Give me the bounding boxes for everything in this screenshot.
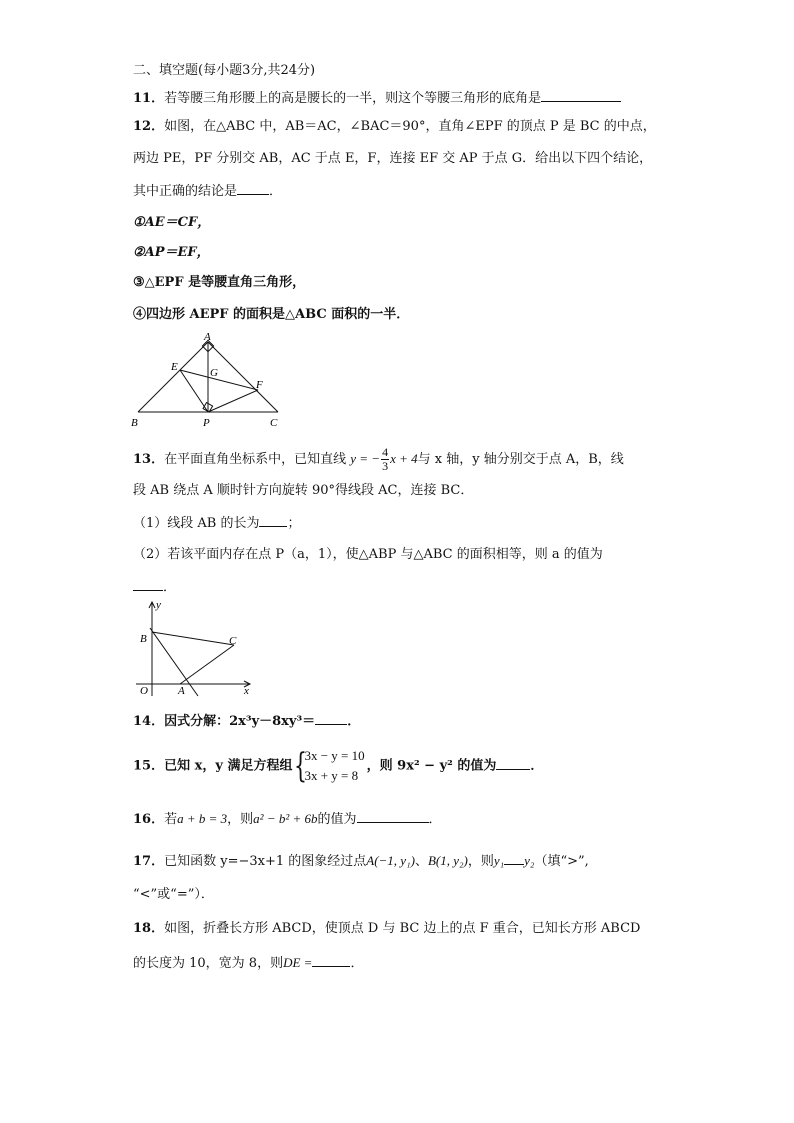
- question-14: 14．因式分解：2x³y－8xy³＝ ．: [133, 714, 361, 729]
- question-number: 15．: [133, 758, 165, 774]
- label-G: G: [210, 367, 218, 379]
- question-text: 在平面直角坐标系中，已知直线: [164, 452, 347, 467]
- question-17-line-2: “<”或“=”）．: [133, 887, 214, 902]
- label-A: A: [204, 331, 211, 343]
- question-18-line-2: 的长度为 10，宽为 8，则DE = ．: [133, 955, 364, 971]
- condition: a + b = 3: [177, 811, 228, 826]
- answer-blank[interactable]: [312, 954, 350, 967]
- question-16: 16．若a + b = 3，则a² − b² + 6b的值为 ．: [133, 811, 442, 827]
- y1: y₁: [493, 853, 505, 868]
- answer-blank[interactable]: [237, 182, 269, 195]
- question-12-line-2: 两边 PE，PF 分别交 AB，AC 于点 E，F，连接 EF 交 AP 于点 G．给出以下四个结论，: [133, 151, 653, 166]
- answer-blank[interactable]: [541, 89, 621, 102]
- question-13-line-1: [133, 446, 624, 473]
- label-P: P: [203, 417, 210, 429]
- label-O: O: [140, 685, 148, 697]
- question-number: 12．: [133, 119, 165, 134]
- question-11: [133, 89, 621, 108]
- point-A: A(−1, y₁): [366, 853, 415, 868]
- question-13-line-2: 段 AB 绕点 A 顺时针方向旋转 90°得线段 AC，连接 BC．: [133, 483, 474, 498]
- option-1: ①AE＝CF，: [133, 215, 211, 230]
- question-17-line-1: 17．已知函数 y=−3x+1 的图象经过点A(−1, y₁)、B(1, y₂)，则y₁ y₂（填“>”,: [133, 853, 589, 869]
- label-A: A: [178, 685, 185, 697]
- y2: y₂: [524, 853, 535, 868]
- question-number: 13．: [133, 452, 165, 467]
- point-B: B(1, y₂): [427, 853, 468, 868]
- option-2: ②AP＝EF，: [133, 245, 210, 260]
- answer-blank[interactable]: [357, 810, 429, 823]
- question-18-line-1: 18．如图，折叠长方形 ABCD，使顶点 D 与 BC 边上的点 F 重合，已知长方形 ABCD: [133, 921, 641, 936]
- question-text: ，则 9x² − y² 的值为: [366, 758, 497, 774]
- DE-label: DE =: [283, 955, 313, 970]
- equation-suffix: x + 4: [390, 451, 418, 466]
- answer-blank[interactable]: [504, 852, 524, 865]
- question-number: 17．: [133, 854, 165, 869]
- question-number: 18．: [133, 921, 165, 936]
- question-number: 11．: [133, 91, 165, 106]
- brace: {: [294, 746, 308, 786]
- question-text: 若等腰三角形腰上的高是腰长的一半，则这个等腰三角形的底角是: [164, 91, 542, 106]
- question-12-line-3: 其中正确的结论是 ．: [133, 184, 283, 199]
- answer-blank[interactable]: [133, 578, 163, 591]
- question-12-line-1: [133, 118, 656, 136]
- segment-AC: [180, 645, 234, 684]
- question-text: 其中正确的结论是: [133, 184, 238, 199]
- label-B: B: [140, 633, 147, 645]
- question-15: 15．已知 x，y 满足方程组 { 3x − y = 10 3x + y = 8 ，则 9x² − y² 的值为 ．: [133, 746, 544, 786]
- question-number: 14．: [133, 714, 165, 729]
- question-13-part-2-blank: ．: [133, 578, 176, 597]
- answer-blank[interactable]: [315, 712, 347, 725]
- equation-prefix: y = −: [350, 451, 381, 466]
- question-text: 如图，在△ABC 中，AB＝AC，∠BAC＝90°，直角∠EPF 的顶点 P 是 BC 的中点，: [164, 119, 656, 134]
- question-text: 已知 x，y 满足方程组: [164, 758, 293, 774]
- question-13-part-2: （2）若该平面内存在点 P（a，1），使△ABP 与△ABC 的面积相等，则 a 的值为: [133, 547, 603, 562]
- option-4: ④四边形 AEPF 的面积是△ABC 面积的一半．: [133, 307, 410, 322]
- answer-blank[interactable]: [259, 514, 287, 527]
- label-C: C: [229, 635, 237, 647]
- coordinate-figure: [132, 596, 262, 700]
- label-y: y: [156, 599, 161, 611]
- option-3: ③△EPF 是等腰直角三角形，: [133, 275, 306, 290]
- segment-PF: [208, 390, 258, 412]
- segment-BC: [152, 632, 234, 645]
- equation-1: 3x − y = 10: [304, 748, 365, 763]
- question-number: 16．: [133, 812, 165, 827]
- section-title: 二、填空题(每小题3分,共24分): [133, 63, 316, 78]
- fraction: $\frac{4}{3}$: [382, 445, 389, 473]
- question-text: 因式分解：2x³y－8xy³＝: [164, 714, 316, 729]
- question-text: 与 x 轴，y 轴分别交于点 A，B，线: [417, 452, 624, 467]
- question-13-part-1: （1）线段 AB 的长为 ；: [133, 516, 301, 531]
- label-F: F: [256, 379, 263, 391]
- answer-blank[interactable]: [496, 757, 530, 770]
- label-C: C: [270, 417, 278, 429]
- equation-2: 3x + y = 8: [304, 768, 359, 783]
- label-x: x: [244, 685, 249, 697]
- triangle-figure: [128, 330, 288, 430]
- expression: a² − b² + 6b: [253, 811, 318, 826]
- label-E: E: [171, 361, 178, 373]
- equation-system: [294, 746, 364, 786]
- segment-AB: [138, 342, 208, 412]
- label-B: B: [131, 417, 138, 429]
- segment-AC: [208, 342, 278, 412]
